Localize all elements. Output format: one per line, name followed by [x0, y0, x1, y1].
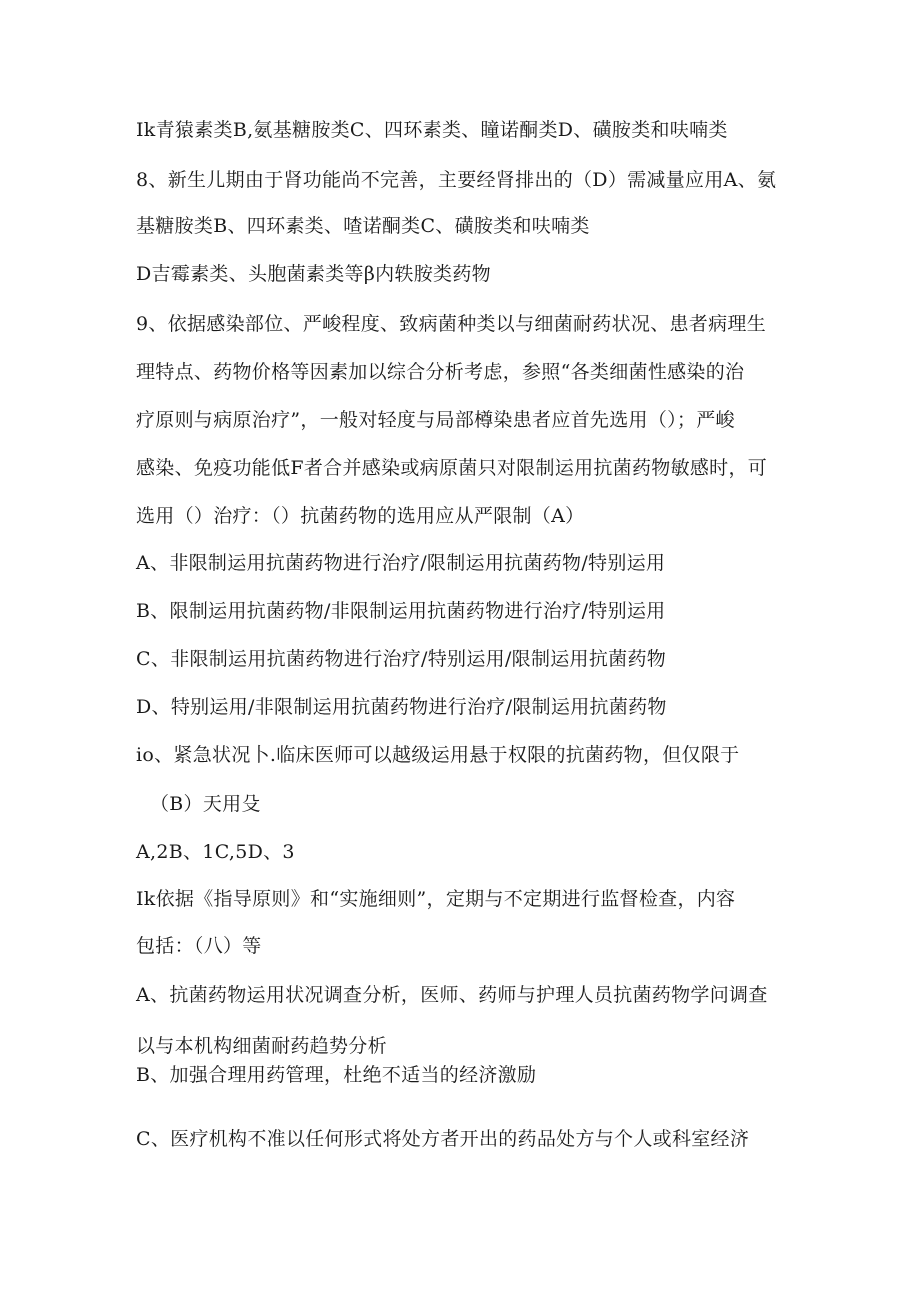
text-line-7: 疗原则与病原治疗”，一般对轻度与局部樽染患者应首先选用（）；严峻: [136, 409, 735, 431]
text-line-4: D吉霉素类、头胞菌素类等β内轶胺类药物: [136, 263, 491, 285]
text-line-13: D、特别运用/非限制运用抗菌药物进行治疗/限制运用抗菌药物: [136, 696, 667, 718]
text-line-5: 9、依据感染部位、严峻程度、致病菌种类以与细菌耐药状况、患者病理生: [136, 313, 766, 335]
text-line-19: A、抗菌药物运用状况调查分析，医师、药师与护理人员抗菌药物学问调查: [136, 984, 768, 1006]
text-line-11: B、限制运用抗菌药物/非限制运用抗菌药物进行治疗/特别运用: [136, 600, 666, 622]
text-line-8: 感染、免疫功能低F者合并感染或病原菌只对限制运用抗菌药物敏感时，可: [136, 457, 768, 479]
text-line-14: io、紧急状况卜.临床医师可以越级运用悬于权限的抗菌药物，但仅限于: [136, 744, 740, 766]
text-line-9: 选用（）治疗：（）抗菌药物的选用应从严限制（A）: [136, 505, 585, 527]
text-line-6: 理特点、药物价格等因素加以综合分析考虑，参照“各类细菌性感染的治: [136, 361, 745, 383]
text-line-17: Ik依据《指导原则》和“实施细则”，定期与不定期进行监督检查，内容: [136, 888, 736, 910]
text-line-12: C、非限制运用抗菌药物进行治疗/特别运用/限制运用抗菌药物: [136, 648, 667, 670]
text-line-16: A,2B、1C,5D、3: [136, 841, 295, 863]
text-line-2: 8、新生儿期由于肾功能尚不完善，主要经肾排出的（D）需减量应用A、氨: [136, 169, 777, 191]
text-line-3: 基糖胺类B、四环素类、喳诺酮类C、磺胺类和呋喃类: [136, 215, 590, 237]
text-line-21: B、加强合理用药管理，杜绝不适当的经济激励: [136, 1064, 537, 1086]
text-line-18: 包括：（八）等: [136, 935, 262, 957]
text-line-22: C、医疗机构不准以任何形式将处方者开出的药品处方与个人或科室经济: [136, 1128, 750, 1150]
text-line-1: Ik青猿素类B,氨基糖胺类C、四环素类、瞳诺酮类D、磺胺类和呋喃类: [136, 119, 728, 141]
text-line-20: 以与本机构细菌耐药趋势分析: [136, 1035, 387, 1057]
text-line-15: （B）天用殳: [150, 793, 261, 815]
text-line-10: A、非限制运用抗菌药物进行治疗/限制运用抗菌药物/特别运用: [136, 552, 666, 574]
